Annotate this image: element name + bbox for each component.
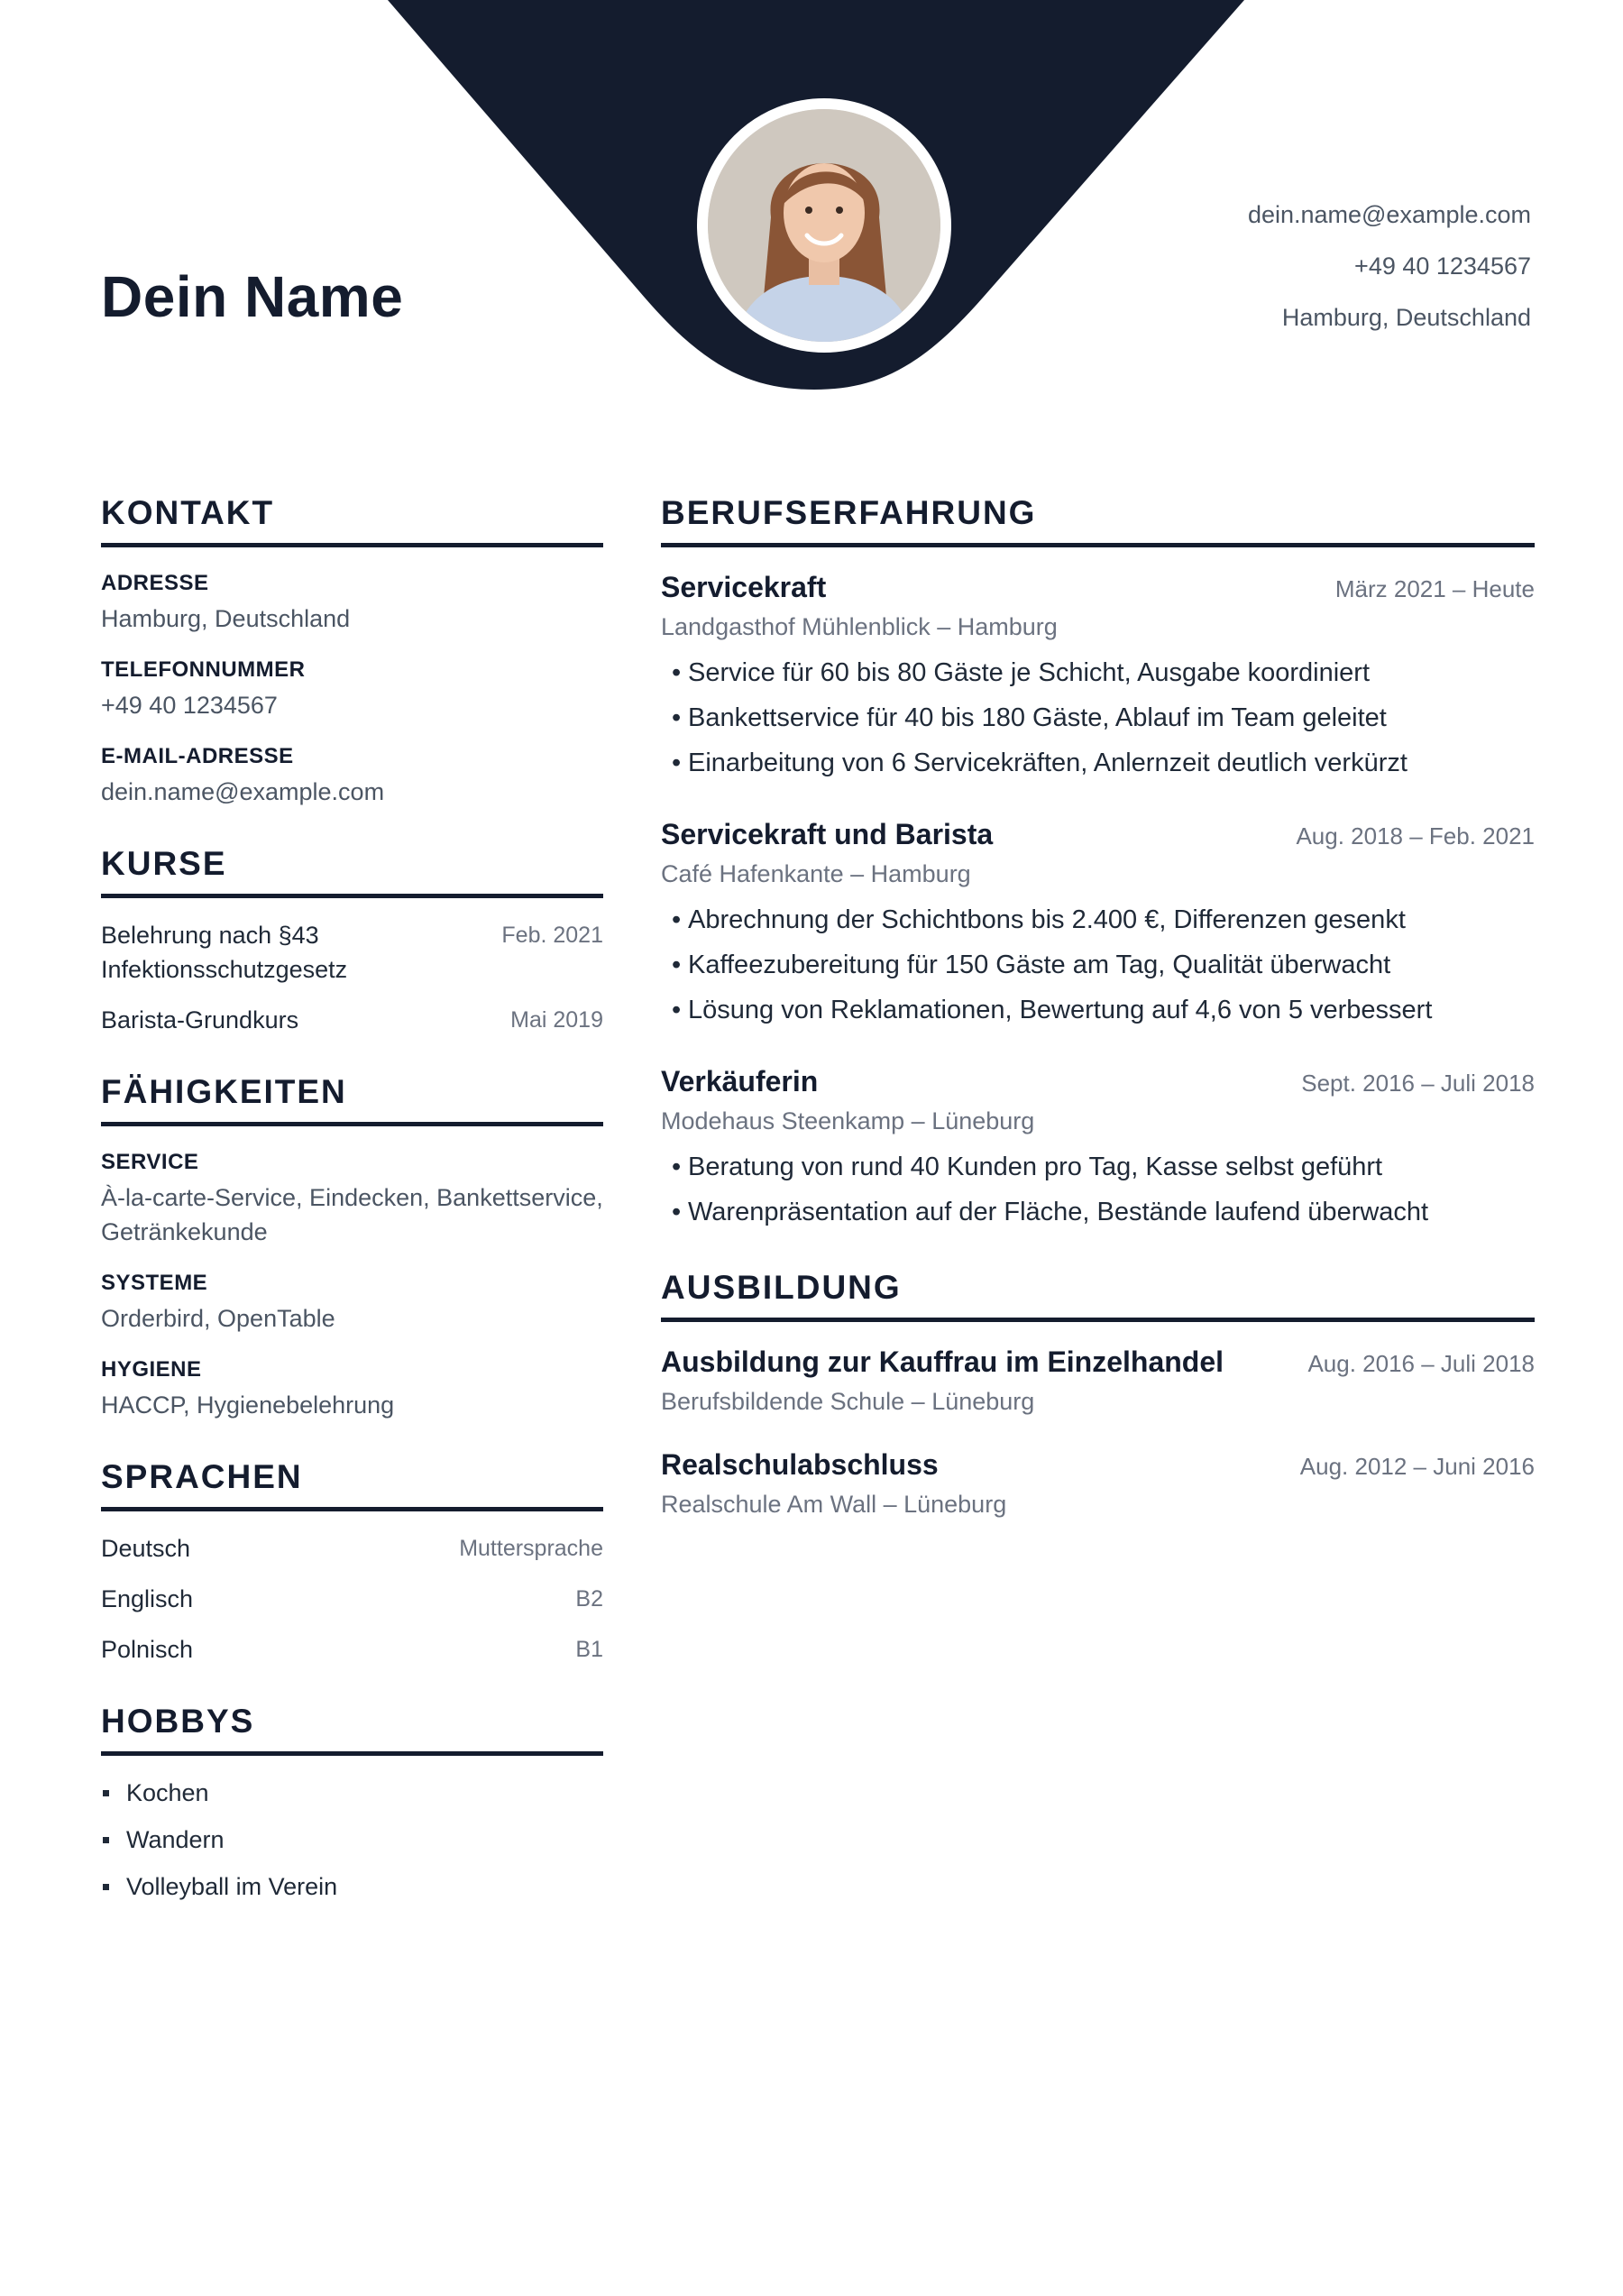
job-date: Sept. 2016 – Juli 2018 (1301, 1070, 1535, 1097)
language-name: Polnisch (101, 1636, 194, 1663)
education-title: Realschulabschluss (661, 1448, 939, 1481)
header-location: Hamburg, Deutschland (1281, 304, 1531, 331)
language-level: B1 (575, 1637, 603, 1662)
job-entry (661, 571, 1535, 785)
skill-value: Orderbird, OpenTable (101, 1305, 335, 1332)
right-column (661, 494, 1535, 1553)
language-level: B2 (575, 1586, 603, 1612)
section-title: BERUFSERFAHRUNG (661, 494, 1535, 547)
job-entry (661, 1065, 1535, 1235)
section-title: AUSBILDUNG (661, 1269, 1535, 1322)
hobby-list (101, 1776, 603, 1904)
header-phone[interactable]: +49 40 1234567 (1354, 253, 1531, 280)
job-title: Servicekraft und Barista (661, 818, 994, 850)
bullet-item: • Abrechnung der Schichtbons bis 2.400 €, Differenzen gesenkt (672, 905, 1406, 934)
bullet-item: • Lösung von Reklamationen, Bewertung auf 4,6 von 5 verbessert (672, 996, 1433, 1024)
skill-label: SYSTEME (101, 1271, 208, 1295)
job-employer: Modehaus Steenkamp – Lüneburg (661, 1107, 1035, 1134)
course-item (101, 1003, 603, 1037)
education-school: Realschule Am Wall – Lüneburg (661, 1491, 1007, 1518)
course-item (101, 918, 603, 987)
job-employer: Café Hafenkante – Hamburg (661, 860, 971, 887)
job-date: Aug. 2018 – Feb. 2021 (1296, 822, 1535, 850)
section-berufserfahrung (661, 494, 1535, 1235)
header-email[interactable]: dein.name@example.com (1247, 201, 1531, 228)
section-kurse (101, 845, 603, 1037)
contact-label: TELEFONNUMMER (101, 657, 306, 682)
education-school: Berufsbildende Schule – Lüneburg (661, 1388, 1035, 1415)
bullet-item: • Warenpräsentation auf der Fläche, Bestände laufend überwacht (672, 1198, 1429, 1226)
section-title: HOBBYS (101, 1703, 603, 1756)
profile-photo (697, 98, 951, 353)
education-date: Aug. 2012 – Juni 2016 (1299, 1453, 1535, 1480)
contact-value: dein.name@example.com (101, 778, 385, 805)
contact-label: ADRESSE (101, 571, 209, 595)
bullet-item: • Einarbeitung von 6 Servicekräften, Anlernzeit deutlich verkürzt (672, 748, 1408, 777)
language-level: Muttersprache (459, 1536, 603, 1561)
course-date: Mai 2019 (510, 1007, 603, 1033)
contact-value: Hamburg, Deutschland (101, 605, 351, 632)
left-column (101, 494, 603, 1940)
hobby-item: Wandern (101, 1823, 603, 1857)
section-kontakt (101, 494, 603, 809)
contact-value: +49 40 1234567 (101, 692, 278, 719)
section-title: SPRACHEN (101, 1458, 603, 1511)
education-date: Aug. 2016 – Juli 2018 (1307, 1350, 1535, 1377)
language-name: Englisch (101, 1585, 194, 1612)
language-item (101, 1582, 603, 1616)
hobby-item: Volleyball im Verein (101, 1869, 603, 1904)
contact-label: E-MAIL-ADRESSE (101, 744, 294, 768)
hobby-item: Kochen (101, 1776, 603, 1810)
section-faehigkeiten (101, 1073, 603, 1422)
skill-label: SERVICE (101, 1150, 199, 1174)
job-entry (661, 818, 1535, 1033)
language-item (101, 1632, 603, 1667)
education-title: Ausbildung zur Kauffrau im Einzelhandel (661, 1345, 1224, 1378)
section-ausbildung (661, 1269, 1535, 1519)
header-contact (1248, 189, 1531, 344)
job-title: Verkäuferin (661, 1065, 819, 1097)
language-item (101, 1531, 603, 1566)
section-title: KURSE (101, 845, 603, 898)
person-name: Dein Name (101, 264, 404, 329)
language-name: Deutsch (101, 1535, 191, 1562)
course-date: Feb. 2021 (501, 923, 603, 948)
job-bullets (661, 1144, 1535, 1235)
bullet-item: • Beratung von rund 40 Kunden pro Tag, Kasse selbst geführt (672, 1153, 1383, 1181)
section-title: KONTAKT (101, 494, 603, 547)
job-title: Servicekraft (661, 571, 827, 603)
bullet-item: • Kaffeezubereitung für 150 Gäste am Tag, Qualität überwacht (672, 951, 1391, 979)
skill-label: HYGIENE (101, 1357, 202, 1382)
course-name: Barista-Grundkurs (101, 1006, 299, 1033)
job-date: März 2021 – Heute (1334, 575, 1535, 602)
job-bullets (661, 897, 1535, 1033)
bullet-item: • Service für 60 bis 80 Gäste je Schicht, Ausgabe koordiniert (672, 658, 1371, 687)
section-sprachen (101, 1458, 603, 1667)
education-entry (661, 1448, 1535, 1519)
bullet-item: • Bankettservice für 40 bis 180 Gäste, Ablauf im Team geleitet (672, 703, 1387, 732)
section-title: FÄHIGKEITEN (101, 1073, 603, 1126)
job-bullets (661, 650, 1535, 785)
job-employer: Landgasthof Mühlenblick – Hamburg (661, 613, 1058, 640)
section-hobbys (101, 1703, 603, 1904)
education-entry (661, 1345, 1535, 1416)
skill-value: À-la-carte-Service, Eindecken, Bankettservice, Getränkekunde (101, 1184, 603, 1245)
skill-value: HACCP, Hygienebelehrung (101, 1391, 395, 1419)
course-name: Belehrung nach §43 Infektionsschutzgesetz (101, 922, 348, 983)
